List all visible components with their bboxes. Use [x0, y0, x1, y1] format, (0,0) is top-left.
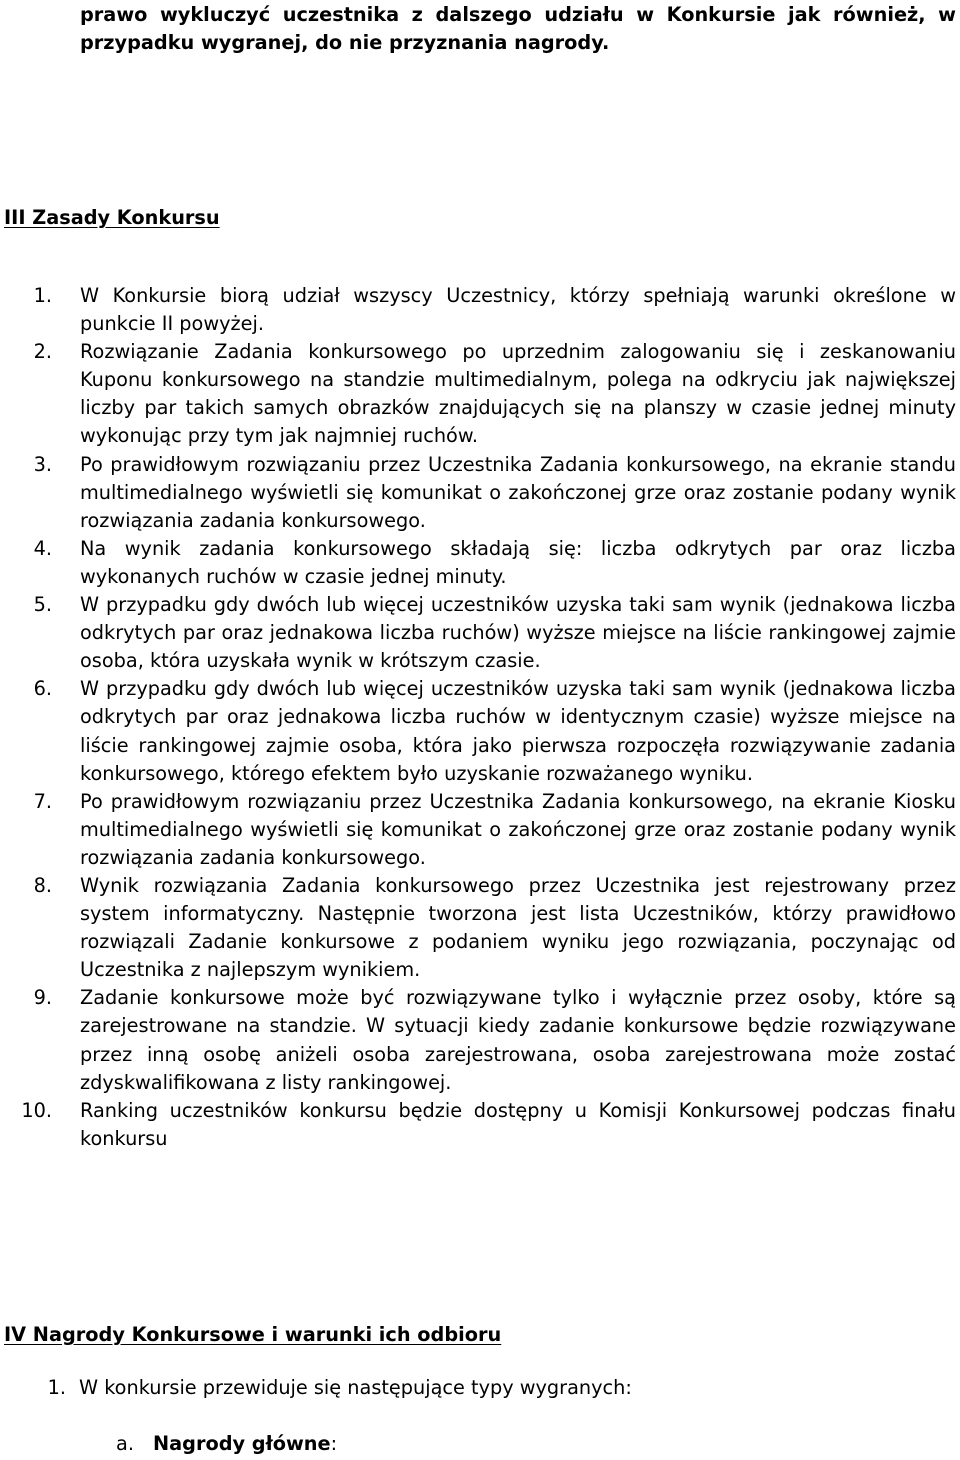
list-item-text: W przypadku gdy dwóch lub więcej uczestników uzyska taki sam wynik (jednakowa liczba odkrytych par oraz jednakowa liczba ruchów w identycznym czasie) wyższe miejsce na liście rankingowej zajmie osoba, która jako pierwsza rozpoczęła rozwiązywanie zadania konkursowego, którego efektem było uzyskanie rozważanego wyniku.: [80, 677, 956, 785]
section-heading-prizes: IV Nagrody Konkursowe i warunki ich odbioru: [4, 1323, 502, 1346]
list-item-number: 2.: [33, 340, 52, 364]
list-item-number: 10.: [21, 1098, 52, 1122]
list-item-number: 6.: [33, 677, 52, 701]
list-item-text: Po prawidłowym rozwiązaniu przez Uczestnika Zadania konkursowego, na ekranie standu multimedialnego wyświetli się komunikat o zakończonej grze oraz zostanie podany wynik rozwiązania zadania konkursowego.: [80, 452, 956, 532]
intro-paragraph: prawo wykluczyć uczestnika z dalszego udziału w Konkursie jak również, w przypadku wygranej, do nie przyznania nagrody.: [80, 3, 956, 55]
subitem-label: [153, 1430, 337, 1458]
list-item: [0, 535, 956, 591]
list-item-number: 8.: [33, 873, 52, 897]
list-item-text: Ranking uczestników konkursu będzie dostępny u Komisji Konkursowej podczas finału konkursu: [80, 1098, 956, 1150]
list-item: [0, 282, 956, 338]
list-item-number: 1.: [47, 1376, 66, 1399]
list-item-text: W przypadku gdy dwóch lub więcej uczestników uzyska taki sam wynik (jednakowa liczba odkrytych par oraz jednakowa liczba ruchów) wyższe miejsce na liście rankingowej zajmie osoba, która uzyskała wynik w krótszym czasie.: [80, 593, 956, 673]
list-item: [0, 591, 956, 675]
list-item: [0, 984, 956, 1096]
list-item: [0, 451, 956, 535]
list-item-text: Rozwiązanie Zadania konkursowego po uprzednim zalogowaniu się i zeskanowaniu Kuponu konkursowego na standzie multimedialnym, polega na odkryciu jak największej liczby par takich samych obrazków znajdujących się na planszy w czasie jednej minuty wykonując przy tym jak najmniej ruchów.: [80, 340, 956, 448]
list-item-text: Zadanie konkursowe może być rozwiązywane tylko i wyłącznie przez osoby, które są zarejestrowane na standzie. W sytuacji kiedy zadanie konkursowe będzie rozwiązywane przez inną osobę aniżeli osoba zarejestrowana, osoba zarejestrowana może zostać zdyskwalifikowana z listy rankingowej.: [80, 986, 956, 1094]
list-item-number: 7.: [33, 789, 52, 813]
subitem-letter: a.: [116, 1432, 134, 1455]
section-heading-rules: III Zasady Konkursu: [4, 206, 220, 229]
list-item-text: Wynik rozwiązania Zadania konkursowego przez Uczestnika jest rejestrowany przez system informatyczny. Następnie tworzona jest lista Uczestników, którzy prawidłowo rozwiązali Zadanie konkursowe z podaniem wyniku jego rozwiązania, poczynając od Uczestnika z najlepszym wynikiem.: [80, 873, 956, 982]
list-item: [0, 788, 956, 872]
list-item-number: 3.: [33, 452, 52, 476]
list-item-number: 4.: [33, 536, 52, 560]
list-item-number: 9.: [33, 986, 52, 1010]
subitem-label-bold: Nagrody główne: [153, 1432, 331, 1455]
rules-list: [0, 282, 956, 1153]
list-item-text: W konkursie przewiduje się następujące typy wygranych:: [79, 1376, 632, 1399]
list-item-number: 1.: [33, 284, 52, 307]
list-item: [0, 872, 956, 984]
list-item-text: W Konkursie biorą udział wszyscy Uczestnicy, którzy spełniają warunki określone w punkcie II powyżej.: [80, 284, 956, 336]
subitem-label-colon: :: [330, 1432, 338, 1455]
list-item: [0, 675, 956, 787]
list-item-text: Po prawidłowym rozwiązaniu przez Uczestnika Zadania konkursowego, na ekranie Kiosku multimedialnego wyświetli się komunikat o zakończonej grze oraz zostanie podany wynik rozwiązania zadania konkursowego.: [80, 789, 956, 869]
list-item-text: Na wynik zadania konkursowego składają się: liczba odkrytych par oraz liczba wykonanych ruchów w czasie jednej minuty.: [80, 536, 956, 588]
list-item: [0, 338, 956, 450]
list-item-number: 5.: [33, 593, 52, 617]
list-item: [0, 1097, 956, 1153]
